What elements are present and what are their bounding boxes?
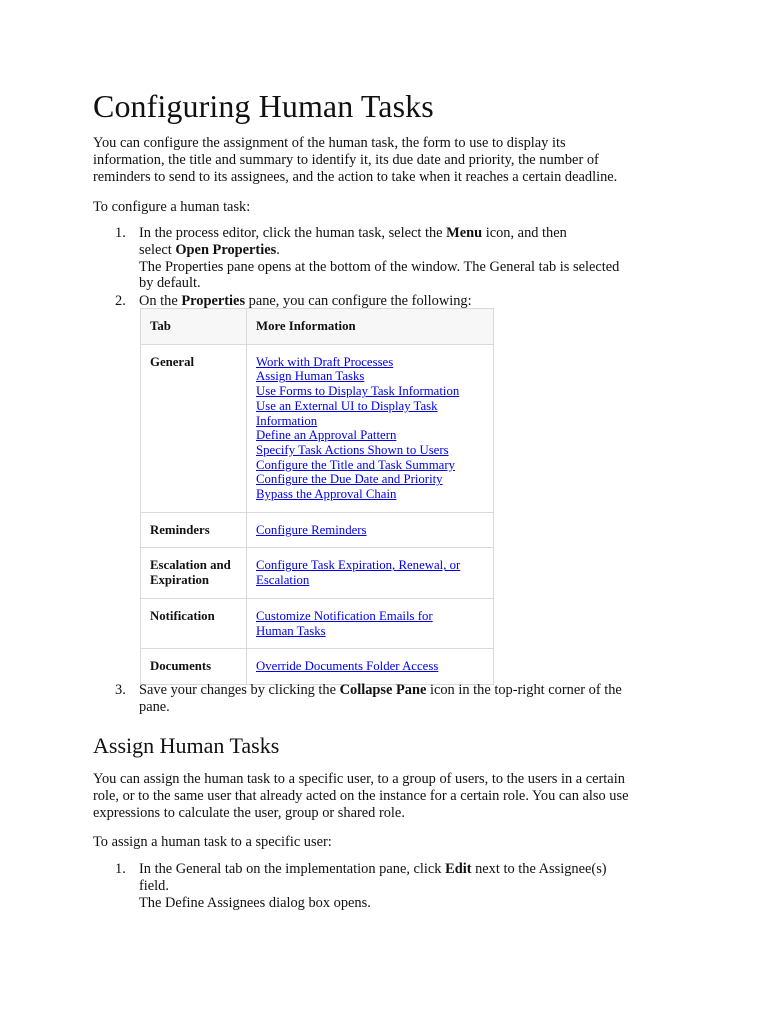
intro-line: You can configure the assignment of the human task, the form to use to display its [93,135,566,151]
help-link[interactable]: Use an External UI to Display Task [256,398,438,413]
step-number: 2. [115,293,126,309]
tab-name-line: Notification [150,608,215,623]
section-title: Assign Human Tasks [93,733,280,758]
help-link[interactable]: Configure Task Expiration, Renewal, or [256,558,461,573]
step-number: 1. [115,861,126,877]
more-information-cell [247,512,494,548]
column-header-more-information: More Information [247,309,494,345]
intro-line: information, the title and summary to identify it, its due date and priority, the number of [93,151,599,168]
assign-line: expressions to calculate the user, group or shared role. [93,804,405,821]
table-row [141,512,494,548]
help-link[interactable]: Define an Approval Pattern [256,428,397,443]
help-link[interactable]: Escalation [256,573,310,588]
tab-name-line: Expiration [150,573,210,588]
page-title: Configuring Human Tasks [93,88,434,124]
assign-line: You can assign the human task to a specific user, to a group of users, to the users in a certain [93,771,625,787]
help-link[interactable]: Customize Notification Emails for [256,608,433,623]
column-header-tab: Tab [141,309,247,345]
intro-paragraph [93,135,683,185]
tab-name-cell [141,649,247,685]
step-2-line-1: On the Properties pane, you can configure the following: [139,293,472,309]
edit-term: Edit [445,861,472,877]
step-1 [115,225,679,292]
tab-name-line: Reminders [150,522,210,537]
step-1-line-1: In the process editor, click the human task, select the Menu icon, and then [139,225,567,241]
help-link[interactable]: Specify Task Actions Shown to Users [256,442,449,457]
tab-name-cell [141,598,247,648]
table-row [141,548,494,598]
help-link[interactable]: Configure Reminders [256,522,367,537]
step-number: 3. [115,682,126,698]
collapse-pane-term: Collapse Pane [339,682,427,698]
configure-label: To configure a human task: [93,199,251,215]
help-link[interactable]: Override Documents Folder Access [256,659,439,674]
tab-name-line: Escalation and [150,558,231,573]
step-3-line-2: pane. [139,698,170,715]
more-information-cell [247,598,494,648]
properties-term: Properties [181,293,246,309]
step-3 [115,682,679,716]
more-information-cell [247,649,494,685]
table-row [141,344,494,512]
help-link[interactable]: Work with Draft Processes [256,354,394,369]
table-row [141,598,494,648]
step-1-line-3: The Properties pane opens at the bottom of the window. The General tab is selected [139,258,620,275]
help-link[interactable]: Information [256,413,318,428]
more-information-cell [247,344,494,512]
properties-table [140,308,494,685]
step-1-line-4: by default. [139,275,201,292]
assign-line: role, or to the same user that already acted on the instance for a certain role. You can also use [93,787,629,804]
assign-paragraph [93,771,683,821]
assign-step-1-line-2: field. [139,877,169,894]
step-3-line-1: Save your changes by clicking the Collapse Pane icon in the top-right corner of the [139,682,622,698]
assign-label: To assign a human task to a specific user: [93,834,332,850]
tab-name-cell [141,548,247,598]
step-1-line-2: select Open Properties. [139,241,280,258]
more-information-cell [247,548,494,598]
step-number: 1. [115,225,126,241]
help-link[interactable]: Human Tasks [256,623,326,638]
menu-term: Menu [446,225,483,241]
open-properties-term: Open Properties [175,241,277,258]
help-link[interactable]: Assign Human Tasks [256,369,365,384]
table-row [141,649,494,685]
tab-name-line: General [150,354,195,369]
intro-line: reminders to send to its assignees, and the action to take when it reaches a certain deadline. [93,168,618,185]
help-link[interactable]: Use Forms to Display Task Information [256,384,460,399]
tab-name-cell [141,512,247,548]
table-header-row [141,309,494,345]
help-link[interactable]: Configure the Due Date and Priority [256,472,443,487]
table-body [141,344,494,684]
assign-step-1-line-3: The Define Assignees dialog box opens. [139,894,371,911]
assign-step-1-line-1: In the General tab on the implementation pane, click Edit next to the Assignee(s) [139,861,607,877]
assign-step-1 [115,861,679,911]
help-link[interactable]: Bypass the Approval Chain [256,487,397,502]
help-link[interactable]: Configure the Title and Task Summary [256,457,455,472]
tab-name-cell [141,344,247,512]
tab-name-line: Documents [150,659,212,674]
